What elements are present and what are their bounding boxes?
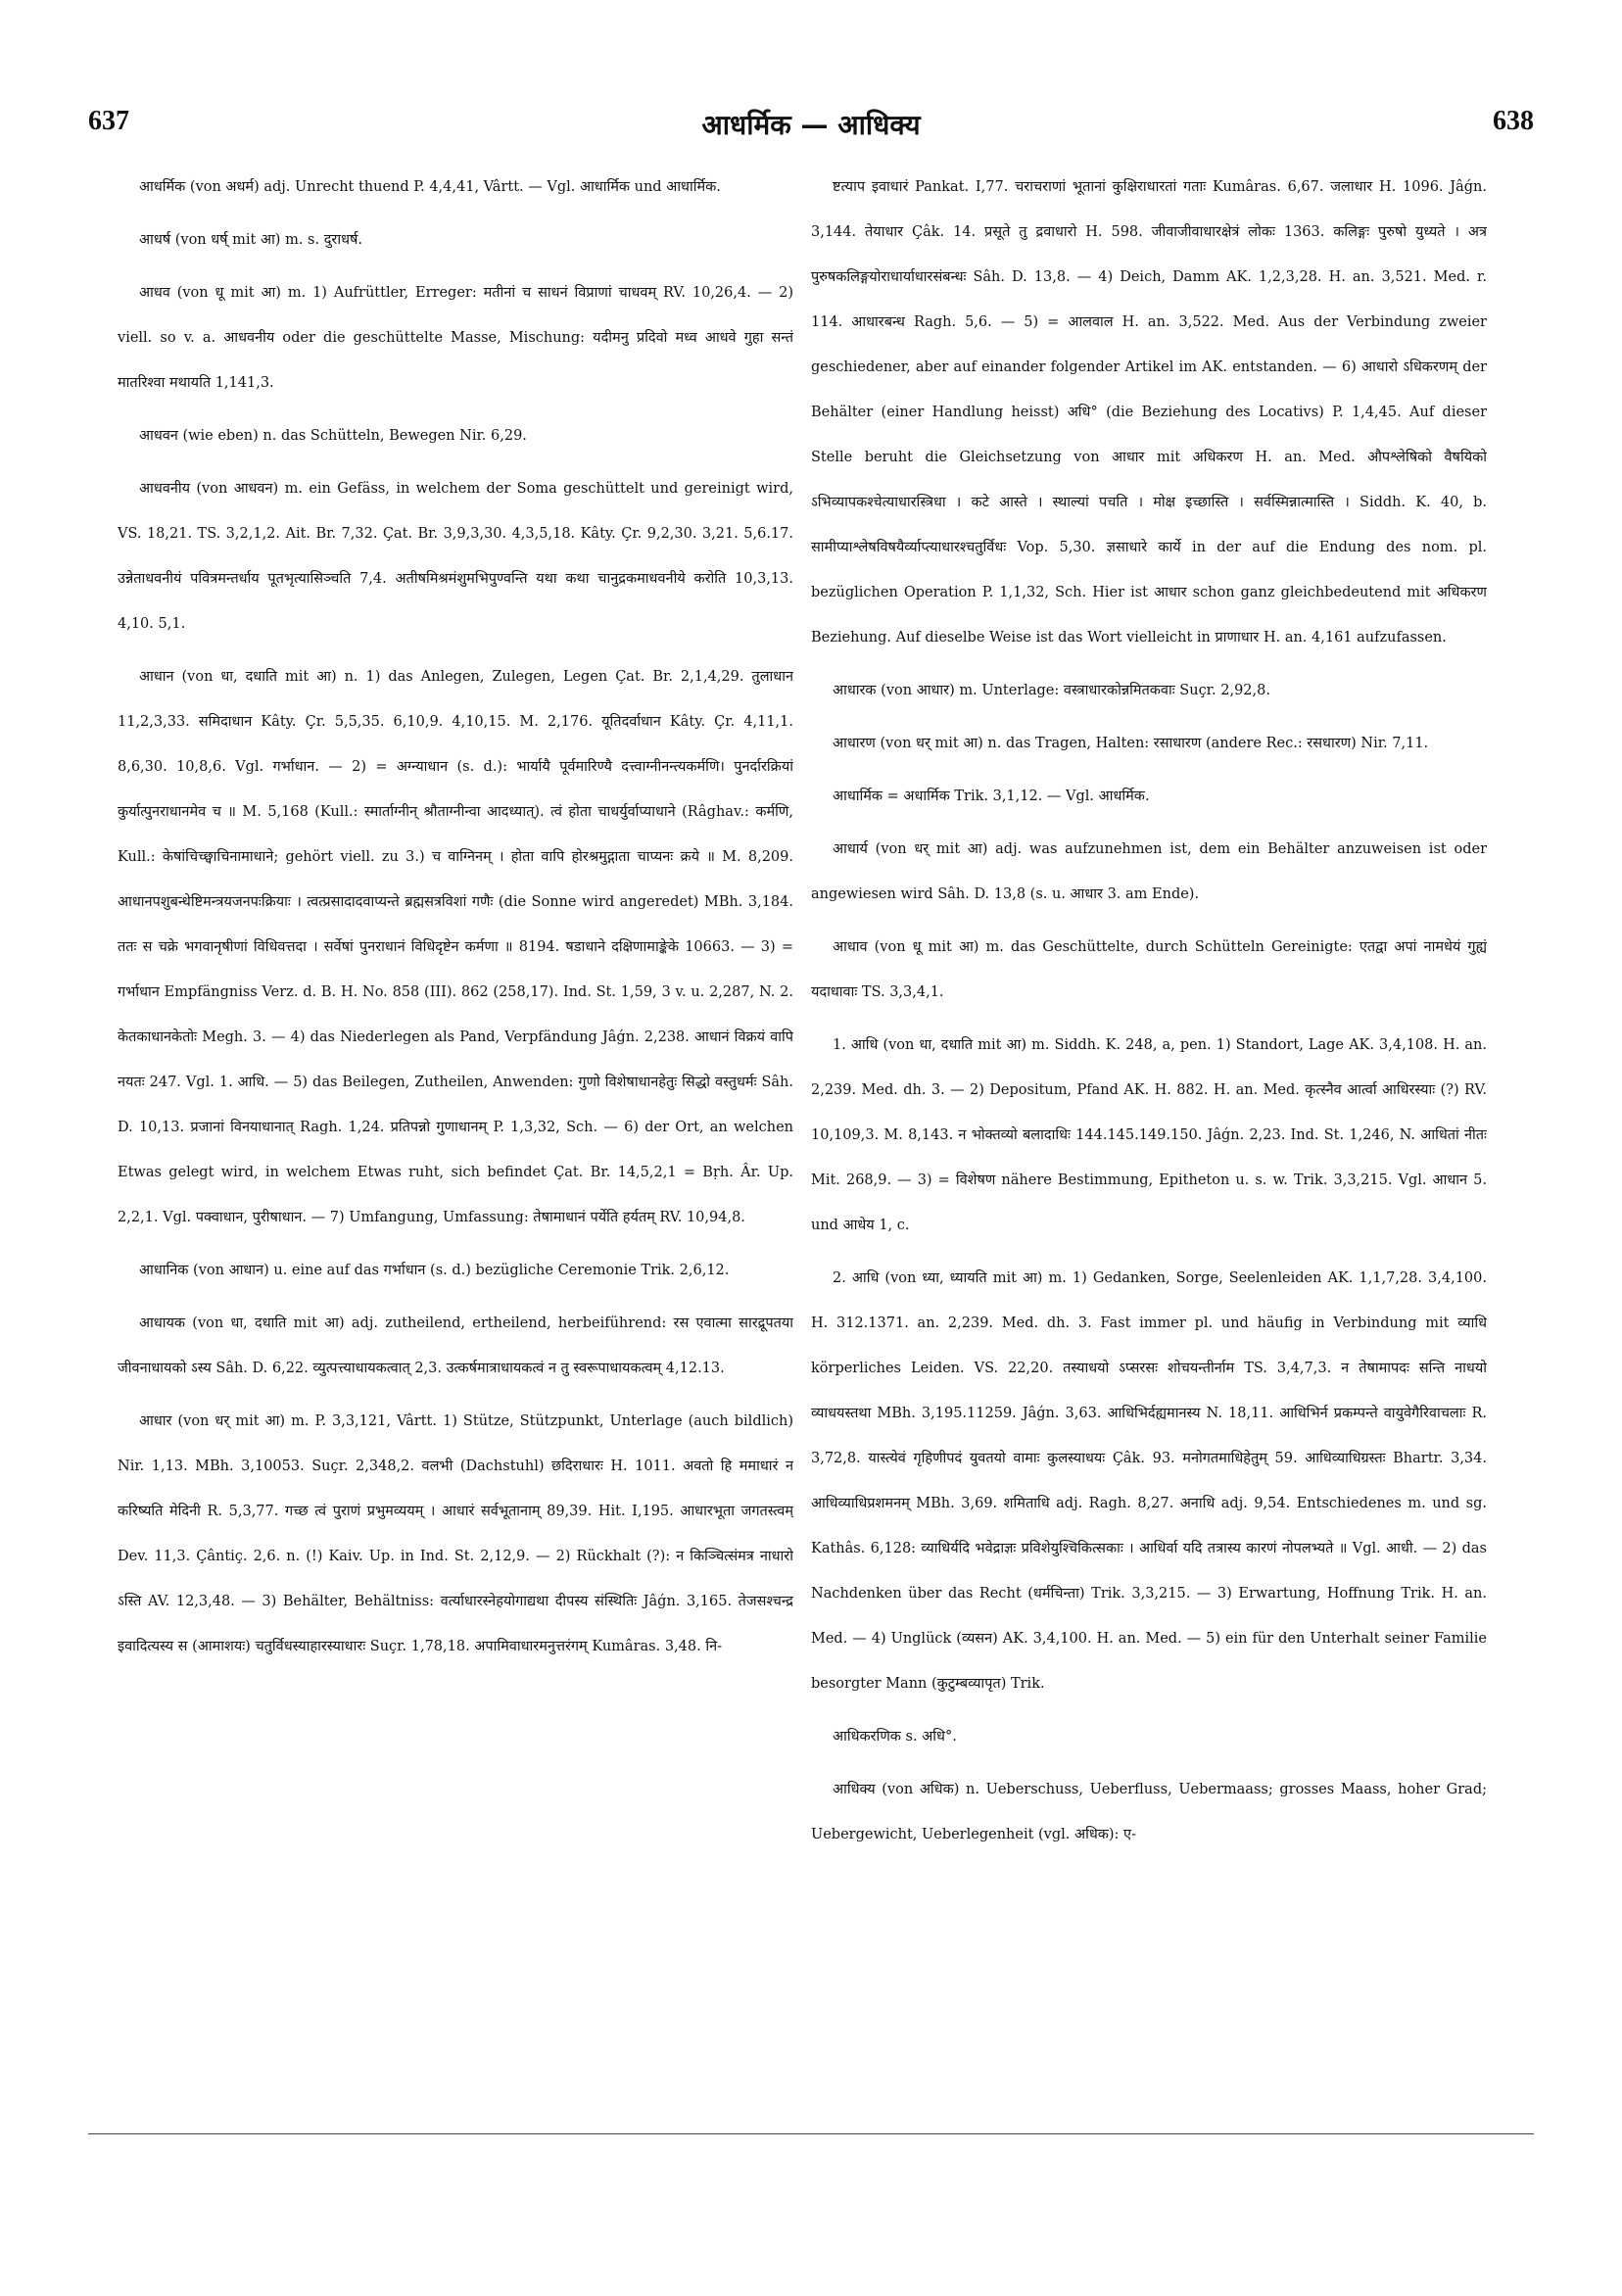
dictionary-entry: आधव (von धू mit आ) m. 1) Aufrüttler, Erreger: मतीनां च साधनं विप्राणां चाधवम् RV. 10,26,4. — 2) viell. so v. a. आधवनीय oder die geschüttelte Masse, Mischung: यदीमनु प्रदिवो मध्व आधवे गुहा सन्तं मातरिश्वा मथायति 1,141,3.: [118, 285, 793, 391]
dictionary-entry: आधार्य (von धर् mit आ) adj. was aufzunehmen ist, dem ein Behälter anzuweisen ist oder angewiesen wird Sâh. D. 13,8 (s. u. आधार 3. am Ende).: [811, 841, 1487, 902]
left-page-number: 637: [88, 106, 129, 136]
dictionary-entry: आधान (von धा, दधाति mit आ) n. 1) das Anlegen, Zulegen, Legen Çat. Br. 2,1,4,29. तुलाधान 11,2,3,33. समिदाधान Kâty. Çr. 5,5,35. 6,10,9. 4,10,15. M. 2,176. यूतिदर्वाधान Kâty. Çr. 4,11,1. 8,6,30. 10,8,6. Vgl. गर्भाधान. — 2) = अग्न्याधान (s. d.): भार्यायै पूर्वमारिण्यै दत्त्वाग्नीनन्त्यकर्मणि। पुनर्दारक्रियां कुर्यात्पुनराधानमेव च ॥ M. 5,168 (Kull.: स्मार्ताग्नीन् श्रौताग्नीन्वा आदध्यात्). त्वं होता चाधर्युर्वाप्याधाने (Râghav.: कर्मणि, Kull.: केषांचिच्छ्वाचिनामाधाने; gehört viell. zu 3.) च वाग्निनम् । होता वापि होरश्रमुद्गाता चाप्यनः क्रये ॥ M. 8,209. आधानपशुबन्धेष्टिमन्त्रयजनपःक्रियाः । त्वत्प्रसादादवाप्यन्ते ब्रह्मसत्रविशां गणैः (die Sonne wird angeredet) MBh. 3,184. ततः स चक्रे भगवानृषीणां विधिवत्तदा । सर्वेषां पुनराधानं विधिदृष्टेन कर्मणा ॥ 8194. षडाधाने दक्षिणामाङ्केके 10663. — 3) = गर्भाधान Empfängniss Verz. d. B. H. No. 858 (III). 862 (258,17). Ind. St. 1,59, 3 v. u. 2,287, N. 2. केतकाधानकेतोः Megh. 3. — 4) das Niederlegen als Pand, Verpfändung Jâǵn. 2,238. आधानं विक्रयं वापि नयतः 247. Vgl. 1. आधि. — 5) das Beilegen, Zutheilen, Anwenden: गुणो विशेषाधानहेतुः सिद्धो वस्तुधर्मः Sâh. D. 10,13. प्रजानां विनयाधानात् Ragh. 1,24. प्रतिपन्नो गुणाधानम् P. 1,3,32, Sch. — 6) der Ort, an welchen Etwas gelegt wird, in welchem Etwas ruht, sich befindet Çat. Br. 14,5,2,1 = Bṛh. Âr. Up. 2,2,1. Vgl. पक्वाधान, पुरीषाधान. — 7) Umfangung, Umfassung: तेषामाधानं पर्येति हर्यतम् RV. 10,94,8.: [118, 669, 793, 1225]
right-column: [811, 165, 1487, 2084]
dictionary-entry: आधार्मिक = अधार्मिक Trik. 3,1,12. — Vgl. आधर्मिक.: [833, 789, 1150, 804]
dictionary-entry: आधवन (wie eben) n. das Schütteln, Bewegen Nir. 6,29.: [139, 428, 527, 444]
dictionary-entry: आधिक्य (von अधिक) n. Ueberschuss, Ueberfluss, Uebermaass; grosses Maass, hoher Grad; Uebergewicht, Ueberlegenheit (vgl. अधिक): ए-: [811, 1782, 1487, 1842]
dictionary-entry: आधायक (von धा, दधाति mit आ) adj. zutheilend, ertheilend, herbeiführend: रस एवात्मा सारद्रूपतया जीवनाधायको ऽस्य Sâh. D. 6,22. व्युत्पत्त्याधायकत्वात् 2,3. उत्कर्षमात्राधायकत्वं न तु स्वरूपाधायकत्वम् 4,12.13.: [118, 1315, 793, 1376]
dictionary-entry: आधवनीय (von आधवन) m. ein Gefäss, in welchem der Soma geschüttelt und gereinigt wird, VS. 18,21. TS. 3,2,1,2. Ait. Br. 7,32. Çat. Br. 3,9,3,30. 4,3,5,18. Kâty. Çr. 9,2,30. 3,21. 5,6.17. उन्नेताधवनीयं पवित्रमन्तर्धाय पूतभृत्यासिञ्चति 7,4. अतीषमिश्रमंशुमभिपुण्वन्ति यथा कथा चानुद्रकमाधवनीये करोति 10,3,13. 4,10. 5,1.: [118, 481, 793, 632]
page-header: [88, 106, 1534, 155]
right-page-number: 638: [1493, 106, 1534, 136]
dictionary-entry: आधिकरणिक s. अधि°.: [833, 1729, 957, 1745]
dictionary-entry: आधानिक (von आधान) u. eine auf das गर्भाधान (s. d.) bezügliche Ceremonie Trik. 2,6,12.: [139, 1263, 730, 1278]
dictionary-entry: ष्टत्याप इवाधारं Pankat. I,77. चराचराणां भूतानां कुक्षिराधारतां गताः Kumâras. 6,67. जलाधार H. 1096. Jâǵn. 3,144. तेयाधार Çâk. 14. प्रसूते तु द्रवाधारो H. 598. जीवाजीवाधारक्षेत्रं लोकः 1363. कलिङ्गः पुरुषो युध्यते । अत्र पुरुषकलिङ्गयोराधार्याधारसंबन्धः Sâh. D. 13,8. — 4) Deich, Damm AK. 1,2,3,28. H. an. 3,521. Med. r. 114. आधारबन्ध Ragh. 5,6. — 5) = आलवाल H. an. 3,522. Med. Aus der Verbindung zweier geschiedener, aber auf einander folgender Artikel im AK. entstanden. — 6) आधारो ऽधिकरणम् der Behälter (einer Handlung heisst) अधि° (die Beziehung des Locativs) P. 1,4,45. Auf dieser Stelle beruht die Gleichsetzung von आधार mit अधिकरण H. an. Med. औपश्लेषिको वैषयिको ऽभिव्यापकश्चेत्याधारस्त्रिधा । कटे आस्ते । स्थाल्यां पचति । मोक्ष इच्छास्ति । सर्वस्मिन्नात्मास्ति । Siddh. K. 40, b. सामीप्याश्लेषविषयैर्व्याप्त्याधारश्चतुर्विधः Vop. 5,30. ज्ञसाधारे कार्ये in der auf die Endung des nom. pl. bezüglichen Operation P. 1,1,32, Sch. Hier ist आधार schon ganz gleichbedeutend mit अधिकरण Beziehung. Auf dieselbe Weise ist das Wort vielleicht in प्राणाधार H. an. 4,161 aufzufassen.: [811, 179, 1487, 646]
dictionary-entry: आधर्मिक (von अधर्म) adj. Unrecht thuend P. 4,4,41, Vârtt. — Vgl. आधार्मिक und आधार्मिक.: [139, 179, 721, 195]
dictionary-entry: आधाव (von धू mit आ) m. das Geschüttelte, durch Schütteln Gereinigte: एतद्वा अपां नामधेयं गुह्यं यदाधावाः TS. 3,3,4,1.: [811, 939, 1487, 1000]
dictionary-entry: 1. आधि (von धा, दधाति mit आ) m. Siddh. K. 248, a, pen. 1) Standort, Lage AK. 3,4,108. H. an. 2,239. Med. dh. 3. — 2) Depositum, Pfand AK. H. 882. H. an. Med. कृत्स्नैव आर्त्वा आधिरस्याः (?) RV. 10,109,3. M. 8,143. न भोक्तव्यो बलादाधिः 144.145.149.150. Jâǵn. 2,23. Ind. St. 1,246, N. आधितां नीतः Mit. 268,9. — 3) = विशेषण nähere Bestimmung, Epitheton u. s. w. Trik. 3,3,215. Vgl. आधान 5. und आधेय 1, c.: [811, 1037, 1487, 1233]
dictionary-entry: आधार (von धर् mit आ) m. P. 3,3,121, Vârtt. 1) Stütze, Stützpunkt, Unterlage (auch bildlich) Nir. 1,13. MBh. 3,10053. Suçr. 2,348,2. वलभी (Dachstuhl) छदिराधारः H. 1011. अवतो हि ममाधारं न करिष्यति मेदिनी R. 5,3,77. गच्छ त्वं पुराणं प्रभुमव्ययम् । आधारं सर्वभूतानाम् 89,39. Hit. I,195. आधारभूता जगतस्त्वम् Dev. 11,3. Çântiç. 2,6. n. (!) Kaiv. Up. in Ind. St. 2,12,9. — 2) Rückhalt (?): न किञ्चित्संमत्र नाधारो ऽस्ति AV. 12,3,48. — 3) Behälter, Behältniss: वर्त्याधारस्नेहयोगाद्यथा दीपस्य संस्थितिः Jâǵn. 3,165. तेजसश्चन्द्र इवादित्यस्य स (आमाशयः) चतुर्विधस्याहारस्याधारः Suçr. 1,78,18. अपामिवाधारमनुत्तरंगम् Kumâras. 3,48. नि-: [118, 1413, 793, 1654]
dictionary-entry: आधारक (von आधार) m. Unterlage: वस्त्राधारकोन्नमितकवाः Suçr. 2,92,8.: [833, 683, 1270, 698]
dictionary-entry: आधर्ष (von धर्ष् mit आ) m. s. दुराधर्ष.: [139, 232, 362, 248]
dictionary-entry: 2. आधि (von ध्या, ध्यायति mit आ) m. 1) Gedanken, Sorge, Seelenleiden AK. 1,1,7,28. 3,4,100. H. 312.1371. an. 2,239. Med. dh. 3. Fast immer pl. und häufig in Verbindung mit व्याधि körperliches Leiden. VS. 22,20. तस्याधयो ऽप्सरसः शोचयन्तीर्नाम TS. 3,4,7,3. न तेषामापदः सन्ति नाधयो व्याधयस्तथा MBh. 3,195.11259. Jâǵn. 3,63. आधिभिर्दह्यमानस्य N. 18,11. आधिभिर्न प्रकम्पन्ते वायुवेगैरिवाचलाः R. 3,72,8. यास्त्येवं गृहिणीपदं युवतयो वामाः कुलस्याधयः Çâk. 93. मनोगतमाधिहेतुम् 59. आधिव्याधिग्रस्तः Bhartr. 3,34. आधिव्याधिप्रशमनम् MBh. 3,69. शमिताधि adj. Ragh. 8,27. अनाधि adj. 9,54. Entschiedenes m. und sg. Kathâs. 6,128: व्याधिर्यदि भवेद्राज्ञः प्रविशेयुश्चिकित्सकाः । आधिर्वा यदि तत्रास्य कारणं नोपलभ्यते ॥ Vgl. आधी. — 2) das Nachdenken über das Recht (धर्मचिन्ता) Trik. 3,3,215. — 3) Erwartung, Hoffnung Trik. H. an. Med. — 4) Unglück (व्यसन) AK. 3,4,100. H. an. Med. — 5) ein für den Unterhalt seiner Familie besorgter Mann (कुटुम्बव्यापृत) Trik.: [811, 1270, 1487, 1692]
running-head: आधर्मिक — आधिक्य: [701, 109, 921, 141]
footer-rule: [88, 2133, 1534, 2134]
dictionary-entry: आधारण (von धर् mit आ) n. das Tragen, Halten: रसाधारण (andere Rec.: रसधारण) Nir. 7,11.: [833, 736, 1429, 751]
left-column: [118, 165, 793, 2084]
